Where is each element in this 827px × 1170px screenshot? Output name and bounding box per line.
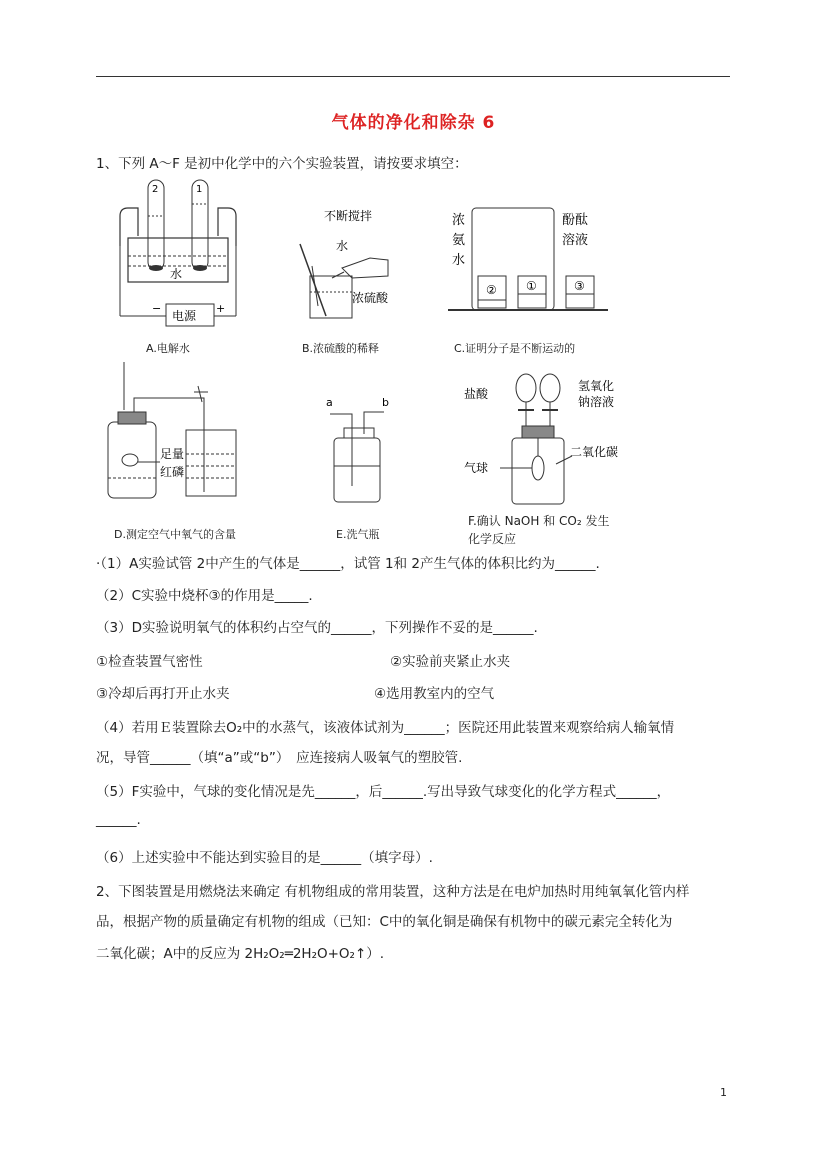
power-label: 电源: [172, 309, 197, 323]
figure-f-caption-2: 化学反应: [468, 532, 517, 546]
naoh-label-1: 氢氧化: [578, 379, 615, 393]
option-2: ②实验前夹紧止水夹: [390, 654, 511, 670]
figure-e-gas-bottle: [316, 394, 396, 506]
q2-line-1: 2、下图装置是用燃烧法来确定 有机物组成的常用装置，这种方法是在电炉加热时用纯氧氧化管内样: [96, 884, 690, 900]
phenol-label-2: 溶液: [562, 233, 589, 248]
negative-label: −: [152, 302, 162, 315]
beaker-1-label: ①: [526, 279, 537, 293]
beaker-2-label: ②: [486, 283, 497, 297]
figure-c-caption: C.证明分子是不断运动的: [454, 342, 576, 355]
tube-1-label: 1: [196, 184, 203, 195]
co2-label: 二氧化碳: [570, 445, 619, 459]
figure-e-caption: E.洗气瓶: [336, 528, 380, 541]
phosphorus-label-1: 足量: [160, 447, 185, 461]
figure-c-molecules: [448, 206, 608, 318]
option-4: ④选用教室内的空气: [374, 686, 495, 702]
q2-line-2: 品，根据产物的质量确定有机物的组成（已知：C中的氧化铜是确保有机物中的碳元素完全转化为: [96, 914, 673, 930]
hcl-label: 盐酸: [464, 387, 489, 401]
figure-f-naoh-co2: [460, 364, 630, 508]
tube-a-label: a: [326, 396, 333, 409]
q1-intro: 1、下列 A～F 是初中化学中的六个实验装置，请按要求填空：: [96, 156, 468, 172]
phenol-label-1: 酚酞: [562, 213, 589, 228]
figure-d-oxygen: [104, 362, 254, 504]
water-label: 水: [336, 239, 349, 253]
acid-label: 浓硫酸: [352, 291, 389, 305]
ammonia-char-3: 水: [452, 253, 466, 268]
q1-part1: ·（1）A实验试管 2中产生的气体是______，试管 1和 2产生气体的体积比约为______.: [96, 556, 600, 572]
q1-part5a: （5）F实验中，气球的变化情况是先______，后______.写出导致气球变化的化学方程式______，: [96, 784, 671, 800]
header-rule: [96, 76, 730, 77]
q1-part4b: 况，导管______（填“a”或“b”） 应连接病人吸氧气的塑胶管.: [96, 750, 463, 766]
phosphorus-label-2: 红磷: [160, 465, 185, 479]
q1-part3: （3）D实验说明氧气的体积约占空气的______，下列操作不妥的是______.: [96, 620, 538, 636]
option-3: ③冷却后再打开止水夹: [96, 686, 230, 702]
tube-b-label: b: [382, 396, 389, 409]
figure-b-caption: B.浓硫酸的稀释: [302, 342, 380, 355]
q1-part4a: （4）若用Ｅ装置除去O₂中的水蒸气，该液体试剂为______；医院还用此装置来观察给病人输氧情: [96, 720, 675, 736]
page-title: 气体的净化和除杂 6: [331, 113, 496, 133]
beaker-3-label: ③: [574, 279, 585, 293]
q1-part2: （2）C实验中烧杯③的作用是_____.: [96, 588, 313, 604]
page-number: 1: [720, 1086, 727, 1099]
figure-a-electrolysis: [108, 176, 248, 331]
ammonia-char-1: 浓: [452, 213, 466, 228]
balloon-label: 气球: [464, 461, 489, 475]
stir-label: 不断搅拌: [324, 209, 373, 223]
figure-a-caption: A.电解水: [146, 342, 190, 355]
figure-f-caption-1: F.确认 NaOH 和 CO₂ 发生: [468, 514, 610, 528]
q1-part5b: ______.: [96, 812, 141, 828]
option-1: ①检查装置气密性: [96, 654, 203, 670]
naoh-label-2: 钠溶液: [578, 395, 615, 409]
water-label: 水: [170, 267, 183, 281]
ammonia-char-2: 氨: [452, 233, 466, 248]
q2-line-3: 二氧化碳；A中的反应为 2H₂O₂═2H₂O+O₂↑）.: [96, 946, 385, 962]
positive-label: +: [216, 302, 226, 315]
tube-2-label: 2: [152, 184, 159, 195]
figure-b-dilution: [292, 206, 412, 326]
figure-d-caption: D.测定空气中氧气的含量: [114, 528, 236, 541]
q1-part6: （6）上述实验中不能达到实验目的是______（填字母）.: [96, 850, 433, 866]
